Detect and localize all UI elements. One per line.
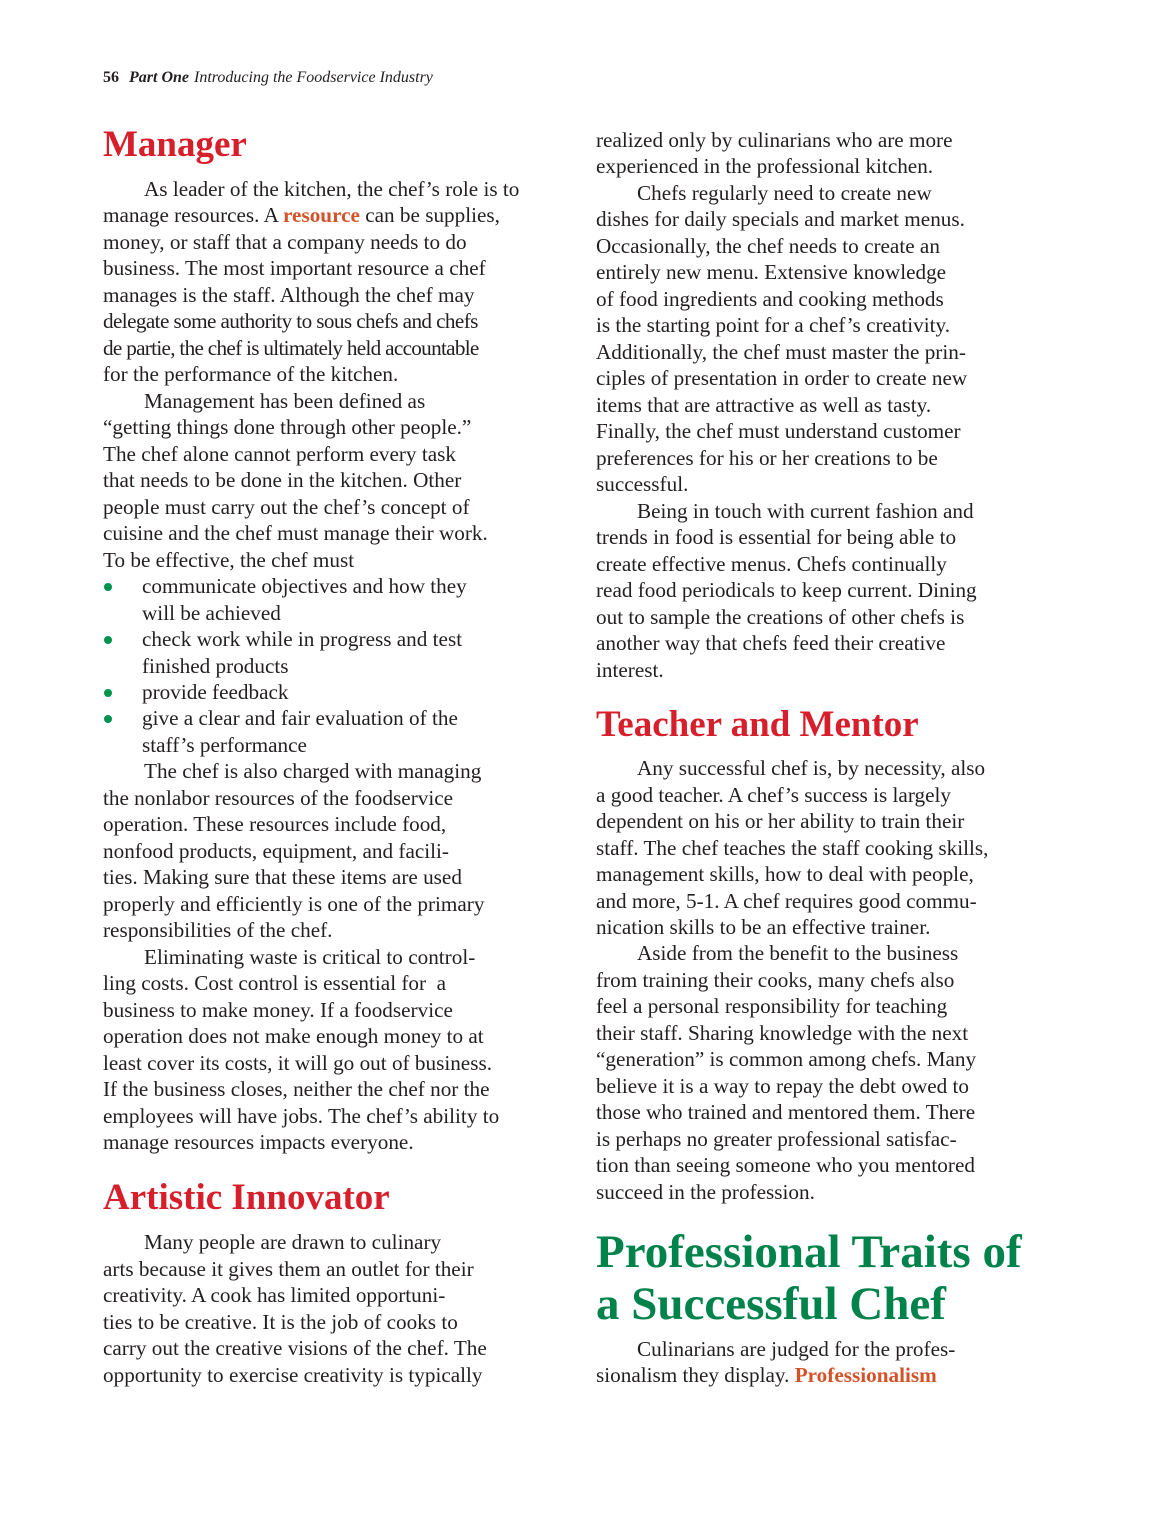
text-line: trends in food is essential for being able to bbox=[596, 525, 957, 549]
text-line: operation. These resources include food, bbox=[103, 812, 447, 836]
heading-professional-traits-line1: Professional Traits of bbox=[596, 1226, 1022, 1278]
list-item: give a clear and fair evaluation of the bbox=[142, 706, 458, 730]
text-line: nication skills to be an effective trainer. bbox=[596, 915, 931, 939]
text-line: read food periodicals to keep current. Dining bbox=[596, 578, 977, 602]
heading-manager: Manager bbox=[103, 124, 247, 165]
text-line: create effective menus. Chefs continually bbox=[596, 552, 947, 576]
text-line: carry out the creative visions of the chef. The bbox=[103, 1336, 487, 1360]
text-line: ciples of presentation in order to create new bbox=[596, 366, 968, 390]
text-line: tion than seeing someone who you mentored bbox=[596, 1153, 975, 1177]
text-line: Aside from the benefit to the business bbox=[637, 941, 959, 965]
text-line: realized only by culinarians who are more bbox=[596, 128, 953, 152]
text-line: As leader of the kitchen, the chef’s role is to bbox=[144, 177, 520, 201]
text-line: “getting things done through other people.” bbox=[103, 415, 472, 439]
text-line: successful. bbox=[596, 472, 689, 496]
text-line: Occasionally, the chef needs to create an bbox=[596, 234, 940, 258]
text-line: staff. The chef teaches the staff cooking skills, bbox=[596, 836, 989, 860]
part-label: Part One bbox=[129, 69, 189, 86]
text-span: sionalism they display. bbox=[596, 1363, 795, 1387]
bullet-icon bbox=[104, 689, 112, 697]
text-line: manages is the staff. Although the chef may bbox=[103, 283, 475, 307]
text-line: is perhaps no greater professional satisfac- bbox=[596, 1127, 957, 1151]
text-line: a good teacher. A chef’s success is largely bbox=[596, 783, 951, 807]
text-line: least cover its costs, it will go out of business. bbox=[103, 1051, 492, 1075]
text-line: another way that chefs feed their creative bbox=[596, 631, 946, 655]
bullet-icon bbox=[104, 583, 112, 591]
text-line: Being in touch with current fashion and bbox=[637, 499, 974, 523]
text-line: opportunity to exercise creativity is typically bbox=[103, 1363, 483, 1387]
text-line: nonfood products, equipment, and facili- bbox=[103, 839, 449, 863]
text-line: If the business closes, neither the chef nor the bbox=[103, 1077, 490, 1101]
text-line bbox=[596, 1362, 937, 1389]
text-line: for the performance of the kitchen. bbox=[103, 362, 399, 386]
text-line: feel a personal responsibility for teaching bbox=[596, 994, 948, 1018]
text-line: believe it is a way to repay the debt owed to bbox=[596, 1074, 970, 1098]
text-line: Many people are drawn to culinary bbox=[144, 1230, 442, 1254]
text-line: Finally, the chef must understand customer bbox=[596, 419, 961, 443]
text-line: that needs to be done in the kitchen. Other bbox=[103, 468, 462, 492]
text-line: their staff. Sharing knowledge with the next bbox=[596, 1021, 969, 1045]
key-term-resource: resource bbox=[283, 203, 360, 227]
heading-artistic-innovator: Artistic Innovator bbox=[103, 1177, 390, 1218]
text-line: those who trained and mentored them. There bbox=[596, 1100, 976, 1124]
text-line: business to make money. If a foodservice bbox=[103, 998, 453, 1022]
bullet-icon bbox=[104, 715, 112, 723]
text-line: interest. bbox=[596, 658, 664, 682]
text-line: arts because it gives them an outlet for their bbox=[103, 1257, 474, 1281]
text-line: from training their cooks, many chefs also bbox=[596, 968, 955, 992]
text-line: and more, 5-1. A chef requires good commu- bbox=[596, 889, 977, 913]
text-line: out to sample the creations of other chefs is bbox=[596, 605, 965, 629]
list-item-cont: staff’s performance bbox=[142, 733, 307, 757]
list-item: check work while in progress and test bbox=[142, 627, 463, 651]
text-line: Management has been defined as bbox=[144, 389, 426, 413]
text-line: The chef alone cannot perform every task bbox=[103, 442, 456, 466]
list-item-cont: finished products bbox=[142, 654, 289, 678]
text-line: employees will have jobs. The chef’s ability to bbox=[103, 1104, 500, 1128]
text-line: ties. Making sure that these items are used bbox=[103, 865, 462, 889]
text-line: Any successful chef is, by necessity, also bbox=[637, 756, 986, 780]
text-line: properly and efficiently is one of the primary bbox=[103, 892, 485, 916]
text-line: succeed in the profession. bbox=[596, 1180, 815, 1204]
text-line: creativity. A cook has limited opportuni- bbox=[103, 1283, 446, 1307]
text-line: Additionally, the chef must master the prin- bbox=[596, 340, 966, 364]
text-line: ties to be creative. It is the job of cooks to bbox=[103, 1310, 458, 1334]
text-line: ling costs. Cost control is essential for a bbox=[103, 971, 447, 995]
bullet-icon bbox=[104, 636, 112, 644]
key-term-professionalism: Professionalism bbox=[794, 1363, 937, 1387]
text-line: dependent on his or her ability to train their bbox=[596, 809, 965, 833]
running-head bbox=[103, 69, 433, 87]
text-line: business. The most important resource a chef bbox=[103, 256, 486, 280]
text-line: people must carry out the chef’s concept of bbox=[103, 495, 470, 519]
page-number: 56 bbox=[103, 69, 119, 86]
text-line: is the starting point for a chef’s creativity. bbox=[596, 313, 950, 337]
heading-professional-traits-line2: a Successful Chef bbox=[596, 1278, 946, 1330]
list-item: communicate objectives and how they bbox=[142, 574, 467, 598]
text-line: To be effective, the chef must bbox=[103, 548, 355, 572]
text-line: cuisine and the chef must manage their work. bbox=[103, 521, 488, 545]
text-line: dishes for daily specials and market menus. bbox=[596, 207, 965, 231]
text-line: Chefs regularly need to create new bbox=[637, 181, 932, 205]
text-line: items that are attractive as well as tasty. bbox=[596, 393, 932, 417]
list-item: provide feedback bbox=[142, 680, 289, 704]
text-line bbox=[103, 202, 500, 229]
text-line: of food ingredients and cooking methods bbox=[596, 287, 944, 311]
text-line: de partie, the chef is ultimately held accountable bbox=[103, 336, 479, 360]
text-line: The chef is also charged with managing bbox=[144, 759, 482, 783]
text-line: entirely new menu. Extensive knowledge bbox=[596, 260, 947, 284]
text-span: can be supplies, bbox=[359, 203, 500, 227]
text-line: “generation” is common among chefs. Many bbox=[596, 1047, 977, 1071]
text-line: manage resources impacts everyone. bbox=[103, 1130, 414, 1154]
text-line: management skills, how to deal with people, bbox=[596, 862, 974, 886]
text-line: the nonlabor resources of the foodservice bbox=[103, 786, 454, 810]
book-title: Introducing the Foodservice Industry bbox=[194, 69, 433, 86]
text-line: preferences for his or her creations to be bbox=[596, 446, 938, 470]
text-span: manage resources. A bbox=[103, 203, 284, 227]
text-line: operation does not make enough money to at bbox=[103, 1024, 484, 1048]
text-line: Culinarians are judged for the profes- bbox=[637, 1337, 956, 1361]
text-line: money, or staff that a company needs to do bbox=[103, 230, 467, 254]
list-item-cont: will be achieved bbox=[142, 601, 281, 625]
text-line: delegate some authority to sous chefs and chefs bbox=[103, 309, 478, 333]
text-line: responsibilities of the chef. bbox=[103, 918, 333, 942]
text-line: experienced in the professional kitchen. bbox=[596, 154, 934, 178]
text-line: Eliminating waste is critical to control- bbox=[144, 945, 476, 969]
heading-teacher-and-mentor: Teacher and Mentor bbox=[596, 704, 919, 745]
